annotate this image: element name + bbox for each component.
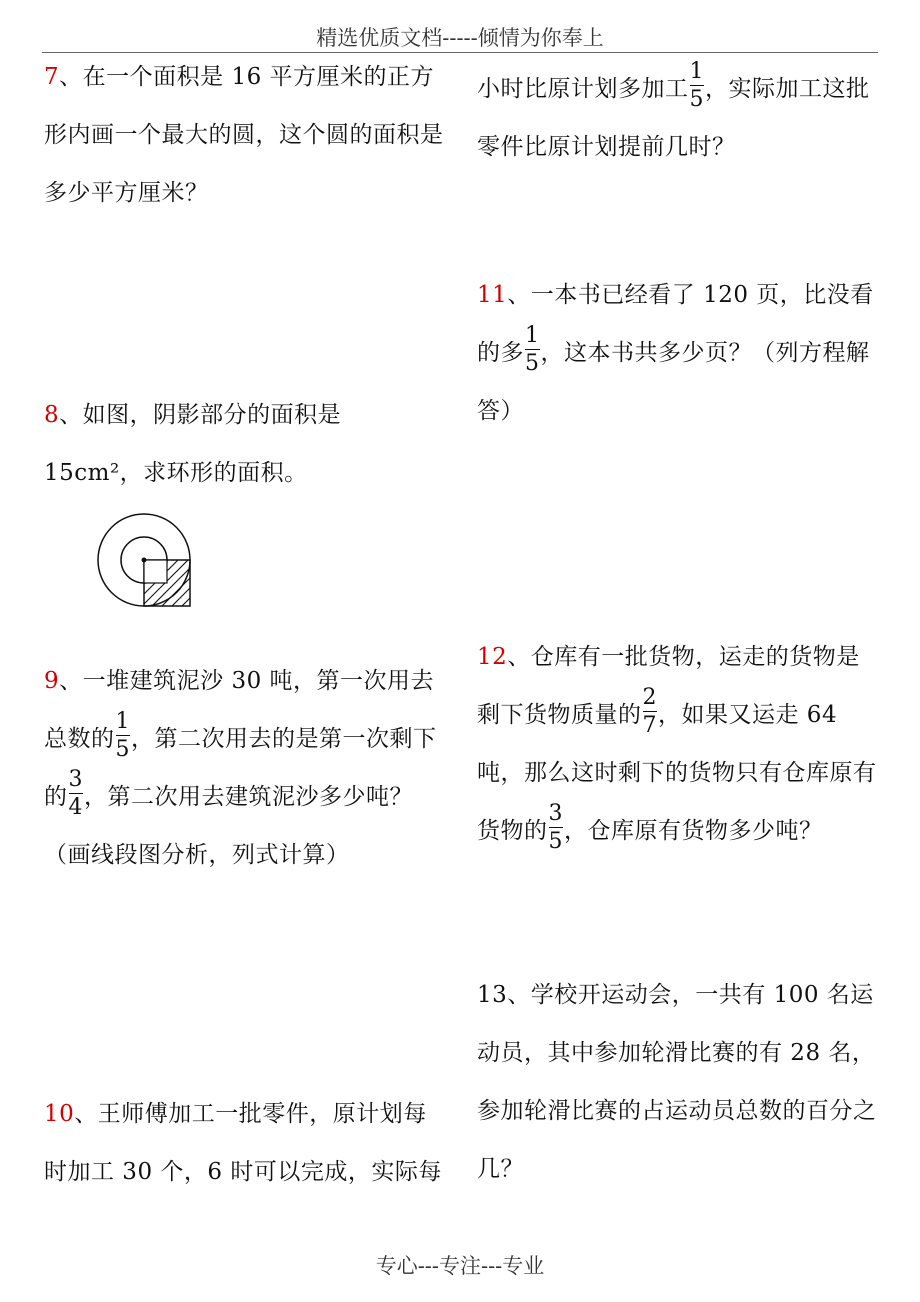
fraction: $\frac{2}{7}$ (642, 685, 657, 738)
question-text: 、王师傅加工一批零件，原计划每时加工 30 个，6 时可以完成，实际每 (44, 1101, 442, 1185)
fraction: $\frac{1}{5}$ (115, 709, 130, 762)
question-text: 、学校开运动会，一共有 100 名运动员，其中参加轮滑比赛的有 28 名，参加轮滑比赛的占运动员总数的百分之几？ (477, 982, 877, 1182)
question-text: 、一本书已经看了 120 页，比没看的多 (477, 282, 874, 366)
center-point (142, 558, 147, 563)
fraction: $\frac{1}{5}$ (525, 323, 540, 376)
question-number: 8 (44, 402, 60, 428)
question-text: ，如果又运走 64 吨，那么这时剩下的货物只有仓库原有货物的 (477, 702, 877, 844)
question-number: 13 (477, 982, 508, 1008)
ring-figure (96, 512, 196, 612)
question-13 (477, 966, 881, 1198)
question-text: 、一堆建筑泥沙 30 吨，第一次用去总数的 (44, 668, 435, 752)
question-9 (44, 652, 448, 884)
question-text: ，这本书共多少页？（列方程解答） (477, 340, 870, 424)
question-text: 、仓库有一批货物，运走的货物是剩下货物质量的 (477, 644, 860, 728)
question-text: ，实际加工这批零件比原计划提前几时？ (477, 76, 870, 160)
question-10 (44, 1085, 448, 1201)
question-number: 7 (44, 64, 60, 90)
fraction: $\frac{3}{5}$ (548, 801, 563, 854)
question-8 (44, 386, 448, 502)
question-11 (477, 266, 881, 440)
question-12 (477, 628, 881, 860)
question-7 (44, 48, 448, 222)
question-text: 、如图，阴影部分的面积是 15cm²，求环形的面积。 (44, 402, 342, 486)
question-text: ，第二次用去的是第一次剩下的 (44, 726, 437, 810)
question-text: 、在一个面积是 16 平方厘米的正方形内画一个最大的圆，这个圆的面积是多少平方厘米？ (44, 64, 444, 206)
fraction: $\frac{3}{4}$ (68, 767, 83, 820)
question-text: ，仓库原有货物多少吨？ (564, 818, 823, 844)
question-text: 小时比原计划多加工 (477, 76, 689, 102)
question-number: 11 (477, 282, 508, 308)
question-number: 10 (44, 1101, 75, 1127)
page-footer: 专心---专注---专业 (375, 1254, 545, 1278)
question-10-continued (477, 60, 881, 176)
question-number: 12 (477, 644, 508, 670)
question-number: 9 (44, 668, 60, 694)
question-text: ，第二次用去建筑泥沙多少吨？（画线段图分析，列式计算） (44, 784, 413, 868)
fraction: $\frac{1}{5}$ (689, 59, 704, 112)
page-header: 精选优质文档-----倾情为你奉上 (316, 26, 604, 50)
